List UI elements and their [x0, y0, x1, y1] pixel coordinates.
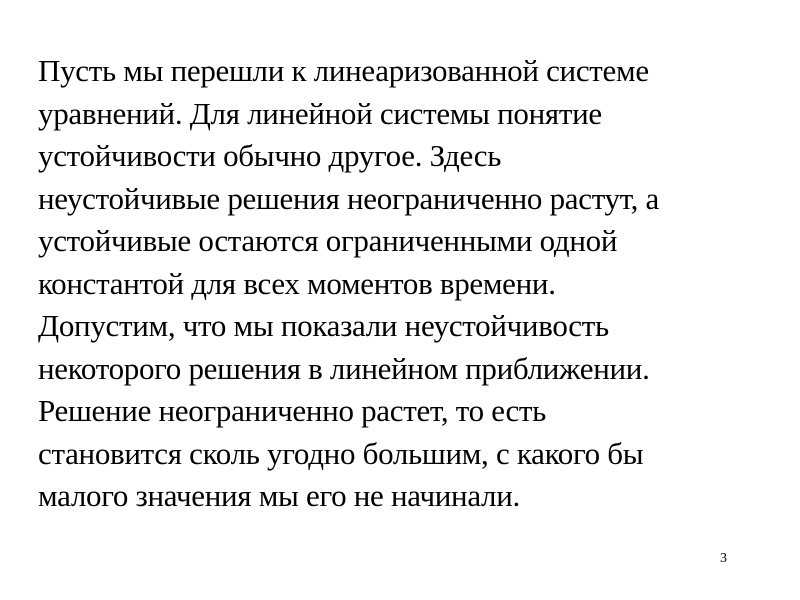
text-line-8: некоторого решения в линейном приближении.: [38, 350, 650, 386]
text-line-7: Допустим, что мы показали неустойчивость: [38, 308, 609, 343]
text-line-5: устойчивые остаются ограниченными одной: [38, 223, 618, 258]
text-line-1: Пусть мы перешли к линеаризованной системе: [38, 53, 649, 88]
text-line-10: становится сколь угодно большим, с какого бы: [38, 435, 644, 471]
text-line-2: уравнений. Для линейной системы понятие: [38, 95, 602, 131]
page-number: 3: [720, 551, 727, 566]
text-line-11: малого значения мы его не начинали.: [38, 478, 520, 513]
text-line-9: Решение неограниченно растет, то есть: [38, 393, 546, 428]
text-line-6: константой для всех моментов времени.: [38, 265, 556, 301]
text-line-3: устойчивости обычно другое. Здесь: [38, 138, 502, 173]
slide-body-text: [38, 50, 778, 518]
text-line-4: неустойчивые решения неограниченно растут, а: [38, 180, 660, 216]
